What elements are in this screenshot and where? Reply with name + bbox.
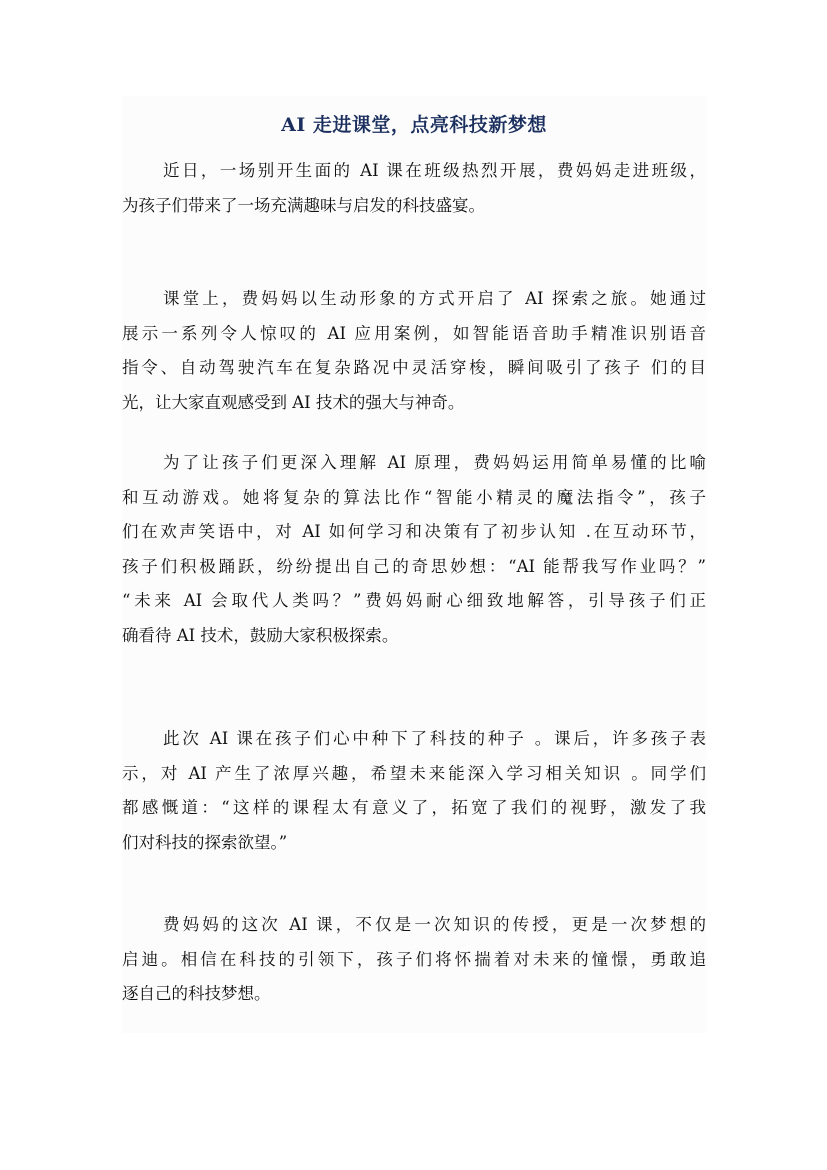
paragraph-line: 示，对 AI 产生了浓厚兴趣，希望未来能深入学习相关知识 。同学们 (122, 763, 706, 783)
paragraph-line: 都感慨道：“这样的课程太有意义了，拓宽了我们的视野，激发了我 (122, 798, 706, 817)
paragraph-1 (122, 154, 706, 223)
paragraph-3 (122, 446, 706, 653)
paragraph-line: 孩子们积极踊跃，纷纷提出自己的奇思妙想：“AI 能帮我写作业吗？” (122, 556, 706, 576)
paragraph-line: 展示一系列令人惊叹的 AI 应用案例，如智能语音助手精准识别语音 (122, 323, 706, 343)
paragraph-line: 此次 AI 课在孩子们心中种下了科技的种子 。课后，许多孩子表 (163, 729, 706, 748)
paragraph-line: 和互动游戏。她将复杂的算法比作“智能小精灵的魔法指令”，孩子 (122, 487, 706, 507)
paragraph-5 (122, 908, 706, 1012)
article-title: AI 走进课堂，点亮科技新梦想 (281, 114, 547, 136)
paragraph-line: 指令、自动驾驶汽车在复杂路况中灵活穿梭，瞬间吸引了孩子 们的目 (122, 358, 706, 377)
article-body (122, 96, 706, 1033)
paragraph-line: 启迪。相信在科技的引领下，孩子们将怀揣着对未来的憧憬，勇敢追 (122, 949, 706, 969)
paragraph-2 (122, 282, 706, 420)
paragraph-line: 课堂上，费妈妈以生动形象的方式开启了 AI 探索之旅。她通过 (163, 289, 706, 308)
paragraph-4 (122, 722, 706, 860)
paragraph-line: 逐自己的科技梦想。 (122, 984, 271, 1003)
paragraph-line: 为了让孩子们更深入理解 AI 原理，费妈妈运用简单易懂的比喻 (163, 453, 706, 472)
paragraph-line: 为孩子们带来了一场充满趣味与启发的科技盛宴。 (122, 195, 485, 215)
paragraph-line: 们在欢声笑语中，对 AI 如何学习和决策有了初步认知 .在互动环节， (122, 522, 706, 541)
paragraph-line: 费妈妈的这次 AI 课，不仅是一次知识的传授，更是一次梦想的 (163, 915, 706, 934)
paragraph-line: 们对科技的探索欲望。” (122, 832, 288, 852)
paragraph-line: 确看待 AI 技术，鼓励大家积极探索。 (122, 625, 399, 645)
paragraph-line: 光，让大家直观感受到 AI 技术的强大与神奇。 (122, 392, 465, 412)
paragraph-line: “未来 AI 会取代人类吗？”费妈妈耐心细致地解答，引导孩子们正 (122, 591, 706, 610)
paragraph-line: 近日，一场别开生面的 AI 课在班级热烈开展，费妈妈走进班级， (163, 161, 706, 180)
